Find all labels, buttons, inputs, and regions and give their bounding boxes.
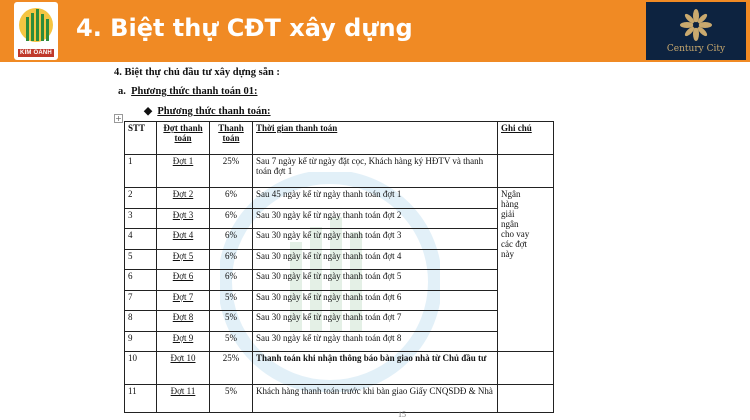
note-line: Ngân (501, 189, 521, 199)
cell-dot: Đợt 3 (157, 208, 210, 229)
cell-dot: Đợt 5 (157, 249, 210, 270)
cell-note-empty (498, 352, 554, 385)
cell-note-merged (498, 188, 554, 352)
bullet-heading (144, 105, 271, 117)
kim-oanh-logo-icon (14, 2, 58, 60)
cell-time: Sau 45 ngày kể từ ngày thanh toán đợt 1 (253, 188, 498, 209)
cell-dot: Đợt 1 (157, 155, 210, 188)
slide-title: 4. Biệt thự CĐT xây dựng (76, 14, 413, 42)
cell-pct: 6% (210, 229, 253, 250)
cell-dot: Đợt 8 (157, 311, 210, 332)
diamond-bullet-icon: ◆ (144, 106, 153, 117)
cell-time: Sau 30 ngày kể từ ngày thanh toán đợt 3 (253, 229, 498, 250)
cell-pct: 5% (210, 331, 253, 352)
table-row (125, 352, 554, 385)
note-line: cho vay (501, 229, 530, 239)
page-number: 15 (398, 410, 406, 419)
cell-stt: 7 (125, 290, 157, 311)
cell-pct: 5% (210, 290, 253, 311)
table-row (125, 290, 554, 311)
table-row (125, 311, 554, 332)
cell-time: Sau 30 ngày kể từ ngày thanh toán đợt 2 (253, 208, 498, 229)
method-letter: a. (118, 86, 126, 97)
cell-time: Khách hàng thanh toán trước khi bàn giao Giấy CNQSDĐ & Nhà (253, 385, 498, 413)
table-row (125, 249, 554, 270)
cell-time: Sau 30 ngày kể từ ngày thanh toán đợt 4 (253, 249, 498, 270)
cell-dot: Đợt 7 (157, 290, 210, 311)
cell-time: Sau 7 ngày kể từ ngày đặt cọc, Khách hàng ký HĐTV và thanh toán đợt 1 (253, 155, 498, 188)
logo-right-text: Century City (666, 44, 726, 54)
cell-time: Sau 30 ngày kể từ ngày thanh toán đợt 8 (253, 331, 498, 352)
note-line: các đợt (501, 239, 527, 249)
table-row (125, 155, 554, 188)
cell-dot: Đợt 4 (157, 229, 210, 250)
cell-stt: 1 (125, 155, 157, 188)
cell-stt: 11 (125, 385, 157, 413)
table-row (125, 385, 554, 413)
header-note: Ghi chú (498, 122, 554, 155)
note-line: giải (501, 209, 515, 219)
cell-stt: 3 (125, 208, 157, 229)
cell-stt: 10 (125, 352, 157, 385)
bullet-title: Phương thức thanh toán: (157, 106, 271, 117)
table-row (125, 270, 554, 291)
cell-stt: 4 (125, 229, 157, 250)
note-line: này (501, 249, 514, 259)
cell-stt: 5 (125, 249, 157, 270)
cell-pct: 6% (210, 270, 253, 291)
header-pct: Thanh toán (210, 122, 253, 155)
header-time: Thời gian thanh toán (253, 122, 498, 155)
slide-header (0, 0, 750, 62)
cell-dot: Đợt 6 (157, 270, 210, 291)
cell-time: Sau 30 ngày kể từ ngày thanh toán đợt 5 (253, 270, 498, 291)
method-title: Phương thức thanh toán 01: (131, 86, 258, 97)
note-line: ngân (501, 219, 519, 229)
cell-pct: 5% (210, 385, 253, 413)
header-stt: STT (125, 122, 157, 155)
cell-time: Sau 30 ngày kể từ ngày thanh toán đợt 7 (253, 311, 498, 332)
cell-pct: 6% (210, 208, 253, 229)
section-heading: 4. Biệt thự chủ đầu tư xây dựng sẵn : (114, 67, 280, 78)
table-row (125, 331, 554, 352)
header-dot: Đợt thanh toán (157, 122, 210, 155)
table-row (125, 229, 554, 250)
cell-pct: 6% (210, 188, 253, 209)
cell-dot: Đợt 10 (157, 352, 210, 385)
logo-left-text: KIM OANH (20, 50, 52, 56)
table-row (125, 208, 554, 229)
cell-time: Thanh toán khi nhận thông báo bàn giao nhà từ Chủ đầu tư (253, 352, 498, 385)
cell-time: Sau 30 ngày kể từ ngày thanh toán đợt 6 (253, 290, 498, 311)
cell-note-empty (498, 155, 554, 188)
method-heading (118, 86, 257, 97)
payment-schedule-table (124, 121, 554, 413)
note-line: hàng (501, 199, 519, 209)
cell-stt: 2 (125, 188, 157, 209)
document-content (90, 62, 560, 420)
cell-stt: 9 (125, 331, 157, 352)
table-row (125, 188, 554, 209)
cell-pct: 5% (210, 311, 253, 332)
cell-dot: Đợt 11 (157, 385, 210, 413)
table-header-row (125, 122, 554, 155)
cell-pct: 25% (210, 155, 253, 188)
cell-stt: 8 (125, 311, 157, 332)
cell-note-empty (498, 385, 554, 413)
cell-dot: Đợt 2 (157, 188, 210, 209)
cell-pct: 25% (210, 352, 253, 385)
table-move-handle-icon[interactable]: + (115, 114, 122, 123)
century-city-logo-icon (646, 2, 746, 60)
cell-stt: 6 (125, 270, 157, 291)
cell-dot: Đợt 9 (157, 331, 210, 352)
cell-pct: 6% (210, 249, 253, 270)
